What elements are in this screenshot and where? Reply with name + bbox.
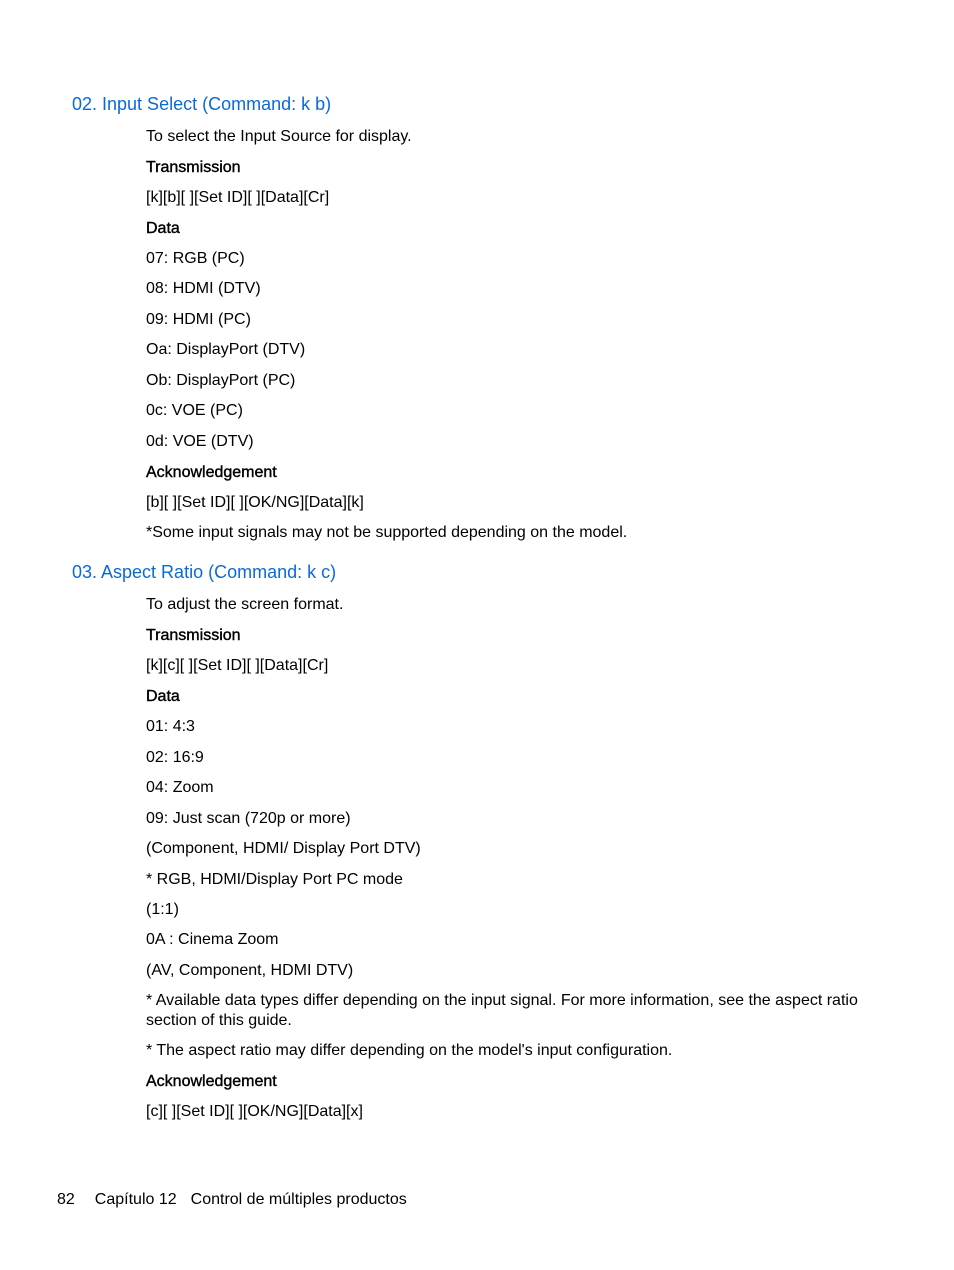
chapter-title: Control de múltiples productos: [190, 1191, 407, 1208]
transmission-format: [k][b][ ][Set ID][ ][Data][Cr]: [146, 189, 330, 206]
acknowledgement-label: Acknowledgement: [146, 1073, 277, 1090]
section-intro: To select the Input Source for display.: [146, 128, 412, 145]
transmission-label: Transmission: [146, 627, 241, 644]
page-footer: [57, 1190, 407, 1210]
acknowledgement-format: [c][ ][Set ID][ ][OK/NG][Data][x]: [146, 1103, 363, 1120]
chapter-label: Capítulo 12: [94, 1191, 177, 1208]
data-item: 09: Just scan (720p or more): [146, 810, 351, 827]
transmission-label: Transmission: [146, 159, 241, 176]
data-item: 0c: VOE (PC): [146, 402, 243, 419]
section-note: *Some input signals may not be supported depending on the model.: [146, 524, 628, 541]
data-item: (Component, HDMI/ Display Port DTV): [146, 840, 421, 857]
data-label: Data: [146, 220, 180, 237]
data-item: 08: HDMI (DTV): [146, 280, 261, 297]
data-label: Data: [146, 688, 180, 705]
data-item: 01: 4:3: [146, 718, 195, 735]
section-heading-input-select: 02. Input Select (Command: k b): [72, 94, 332, 114]
data-item: 0d: VOE (DTV): [146, 433, 254, 450]
data-item: (AV, Component, HDMI DTV): [146, 962, 354, 979]
data-item: Ob: DisplayPort (PC): [146, 372, 296, 389]
transmission-format: [k][c][ ][Set ID][ ][Data][Cr]: [146, 657, 329, 674]
page-number: 82: [57, 1191, 75, 1208]
acknowledgement-label: Acknowledgement: [146, 464, 277, 481]
data-item: 09: HDMI (PC): [146, 311, 251, 328]
data-item: Oa: DisplayPort (DTV): [146, 341, 306, 358]
section-note: * The aspect ratio may differ depending on the model's input configuration.: [146, 1042, 673, 1059]
data-item: * RGB, HDMI/Display Port PC mode: [146, 871, 403, 888]
section-intro: To adjust the screen format.: [146, 596, 344, 613]
acknowledgement-format: [b][ ][Set ID][ ][OK/NG][Data][k]: [146, 494, 364, 511]
data-item: 02: 16:9: [146, 749, 204, 766]
section-heading-aspect-ratio: 03. Aspect Ratio (Command: k c): [72, 562, 337, 582]
data-item: (1:1): [146, 901, 179, 918]
data-item: 07: RGB (PC): [146, 250, 245, 267]
section-note: * Available data types differ depending on the input signal. For more information, see the aspect ratio section of this guide.: [146, 992, 858, 1029]
data-item: 04: Zoom: [146, 779, 214, 796]
data-item: 0A : Cinema Zoom: [146, 931, 279, 948]
